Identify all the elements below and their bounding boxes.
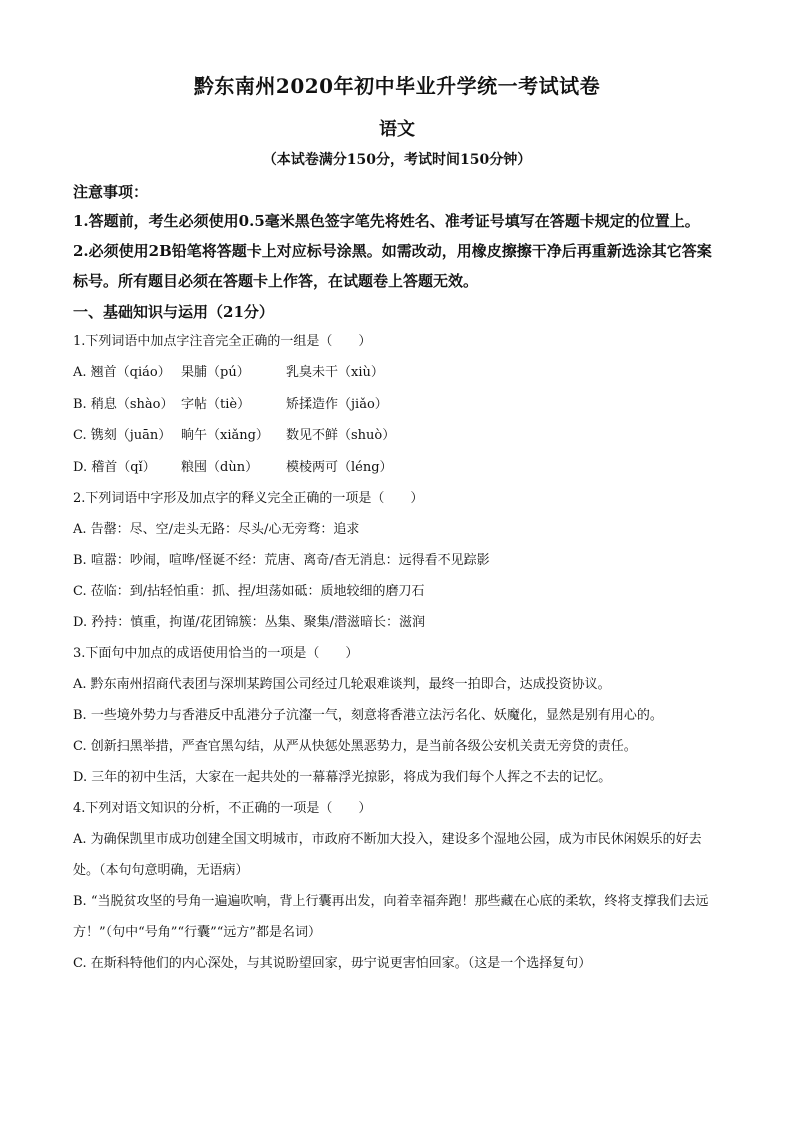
option-b: B. “当脱贫攻坚的号角一遍遍吹响，背上行囊再出发，向着幸福奔跑！那些藏在心底的柔软，终将支撑我们去远方！”（句中“号角”“行囊”“远方”都是名词） (73, 894, 709, 940)
exam-note: （本试卷满分150分，考试时间150分钟） (262, 152, 532, 168)
option-b (73, 389, 723, 421)
subject-title: 语文 (379, 119, 415, 140)
option-b: B. 喧嚣：吵闹，喧哗/怪诞不经：荒唐、离奇/杳无消息：远得看不见踪影 (73, 553, 490, 568)
option-a: A. 黔东南州招商代表团与深圳某跨国公司经过几轮艰难谈判，最终一拍即合，达成投资协议。 (73, 677, 611, 692)
option-word: D. 稽首（qǐ） (73, 459, 156, 475)
option-word: 字帖（tiè） (181, 396, 251, 412)
option-word: B. 稍息（shào） (73, 396, 174, 412)
option-d (73, 452, 723, 484)
option-word: 模棱两可（léng） (286, 459, 393, 475)
option-c (73, 420, 723, 452)
option-word: C. 镌刻（juān） (73, 428, 172, 443)
option-d: D. 三年的初中生活，大家在一起共处的一幕幕浮光掠影，将成为我们每个人挥之不去的记忆。 (73, 770, 612, 785)
exam-title: 黔东南州2020年初中毕业升学统一考试试卷 (193, 74, 601, 98)
question-stem: 3.下面句中加点的成语使用恰当的一项是（ ） (73, 646, 359, 661)
question-stem: 4.下列对语文知识的分析，不正确的一项是（ ） (73, 801, 372, 816)
option-word: 果脯（pú） (181, 365, 250, 380)
option-word: A. 翘首（qiáo） (73, 365, 171, 380)
section-heading: 一、基础知识与运用（21分） (73, 303, 274, 321)
option-c: C. 创新扫黑举措，严查官黑勾结，从严从快惩处黑恶势力，是当前各级公安机关责无旁贷的责任。 (73, 739, 637, 754)
option-d: D. 矜持：慎重，拘谨/花团锦簇：丛集、聚集/潜滋暗长：滋润 (73, 615, 425, 630)
option-b: B. 一些境外势力与香港反中乱港分子沆瀣一气，刻意将香港立法污名化、妖魔化，显然是别有用心的。 (73, 708, 663, 723)
option-c: C. 在斯科特他们的内心深处，与其说盼望回家，毋宁说更害怕回家。（这是一个选择复句） (73, 956, 592, 971)
notice-item: 2.必须使用2B铅笔将答题卡上对应标号涂黑。如需改动，用橡皮擦擦干净后再重新选涂其它答案标号。所有题目必须在答题卡上作答，在试题卷上答题无效。 (73, 242, 712, 290)
option-word: 晌午（xiǎng） (181, 428, 269, 443)
notice-heading: 注意事项： (73, 183, 149, 201)
question-stem: 2.下列词语中字形及加点字的释义完全正确的一项是（ ） (73, 491, 424, 506)
notice-item: 1.答题前，考生必须使用0.5毫米黑色签字笔先将姓名、准考证号填写在答题卡规定的位置上。 (73, 212, 700, 230)
option-c: C. 莅临：到/拈轻怕重：抓、捏/坦荡如砥：质地较细的磨刀石 (73, 584, 425, 599)
option-a: A. 为确保凯里市成功创建全国文明城市，市政府不断加大投入，建设多个湿地公园，成为市民休闲娱乐的好去处。（本句句意明确，无语病） (73, 832, 702, 878)
exam-content (73, 178, 723, 979)
option-word: 数见不鲜（shuò） (286, 428, 396, 443)
option-word: 粮囤（dùn） (181, 459, 259, 475)
option-word: 矫揉造作（jiǎo） (286, 396, 388, 412)
question-stem: 1.下列词语中加点字注音完全正确的一组是（ ） (73, 334, 372, 349)
option-word: 乳臭未干（xiù） (286, 365, 384, 380)
option-a (73, 357, 723, 389)
option-a: A. 告罄：尽、空/走头无路：尽头/心无旁骛：追求 (73, 522, 360, 537)
